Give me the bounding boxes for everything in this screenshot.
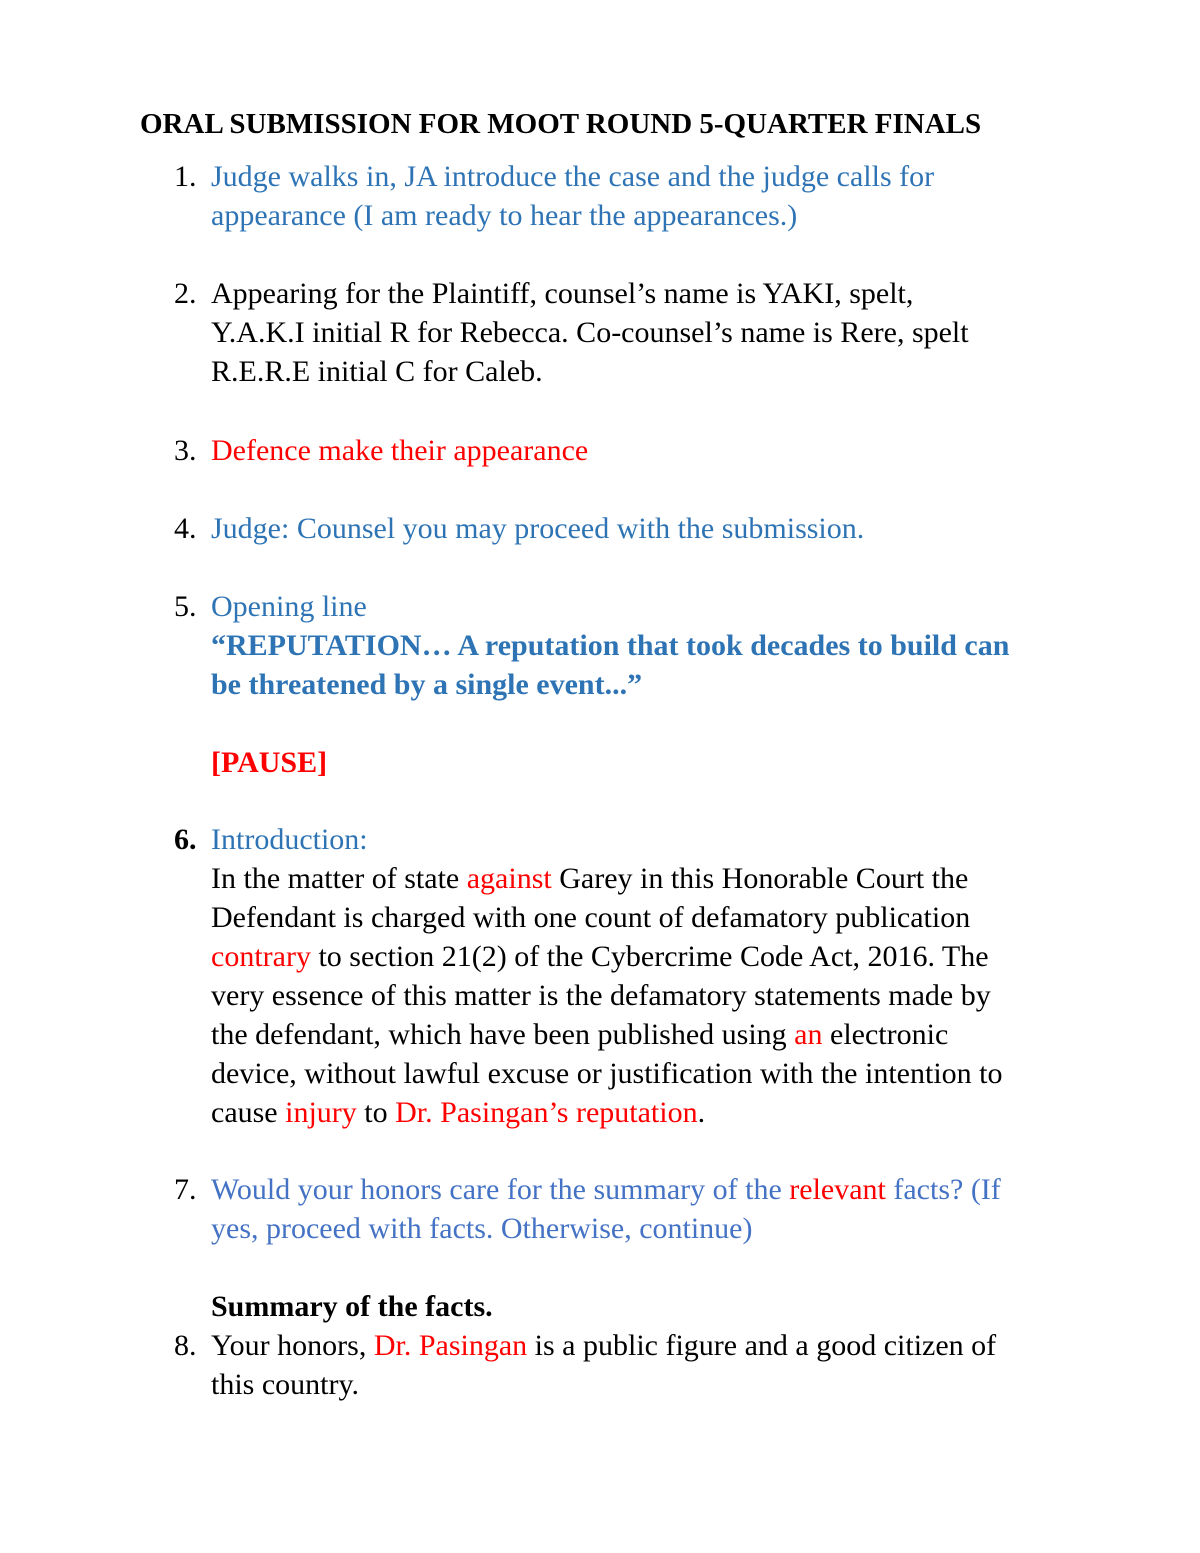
text-segment: to section 21(2) of the Cybercrime Code Act, 2016. The [310, 940, 989, 973]
item-number: 3. [174, 434, 197, 467]
item-number: 8. [174, 1329, 197, 1362]
item-line: Y.A.K.I initial R for Rebecca. Co-counsel’s name is Rere, spelt [211, 316, 969, 349]
item-number: 5. [174, 590, 197, 623]
item-line: yes, proceed with facts. Otherwise, continue) [211, 1212, 753, 1245]
item-line [211, 1018, 948, 1052]
highlight-segment: an [794, 1018, 823, 1051]
item-line [211, 940, 989, 974]
highlight-segment: contrary [211, 940, 311, 973]
item-number: 7. [174, 1173, 197, 1206]
text-segment: cause [211, 1096, 286, 1129]
text-segment: Garey in this Honorable Court the [551, 862, 969, 895]
text-segment: is a public figure and a good citizen of [527, 1329, 997, 1362]
item-line: Defence make their appearance [211, 434, 589, 467]
text-segment: electronic [822, 1018, 949, 1051]
item-line: Judge walks in, JA introduce the case and the judge calls for [211, 160, 935, 193]
item-number: 1. [174, 160, 197, 193]
highlight-segment: Dr. Pasingan’s reputation [395, 1096, 698, 1129]
highlight-segment: relevant [789, 1173, 886, 1206]
item-line: appearance (I am ready to hear the appearances.) [211, 199, 798, 232]
text-segment: to [356, 1096, 396, 1129]
text-segment: . [697, 1096, 706, 1129]
text-segment: In the matter of state [211, 862, 467, 895]
text-segment: facts? (If [885, 1173, 1001, 1206]
text-segment: Your honors, [211, 1329, 374, 1362]
summary-heading: Summary of the facts. [211, 1290, 493, 1323]
item-line: Appearing for the Plaintiff, counsel’s name is YAKI, spelt, [211, 277, 914, 310]
item-line [211, 1329, 996, 1363]
introduction-label: Introduction: [211, 823, 368, 856]
highlight-segment: against [466, 862, 552, 895]
item-number: 4. [174, 512, 197, 545]
pause-note: [PAUSE] [211, 746, 328, 779]
item-line [211, 1173, 1001, 1207]
opening-quote-line: “REPUTATION… A reputation that took decades to build can [211, 629, 1010, 662]
text-segment: the defendant, which have been published using [211, 1018, 795, 1051]
item-number: 2. [174, 277, 197, 310]
text-segment: Would your honors care for the summary of the [211, 1173, 790, 1206]
highlight-segment: injury [285, 1096, 357, 1129]
document-title: ORAL SUBMISSION FOR MOOT ROUND 5-QUARTER FINALS [140, 108, 982, 140]
item-line: R.E.R.E initial C for Caleb. [211, 355, 543, 388]
item-line: Judge: Counsel you may proceed with the submission. [211, 512, 865, 545]
item-line: device, without lawful excuse or justification with the intention to [211, 1057, 1003, 1090]
highlight-segment: Dr. Pasingan [373, 1329, 528, 1362]
opening-line-label: Opening line [211, 590, 367, 623]
opening-quote-line: be threatened by a single event...” [211, 668, 643, 701]
item-line [211, 862, 968, 896]
item-line: Defendant is charged with one count of defamatory publication [211, 901, 971, 934]
item-line: very essence of this matter is the defamatory statements made by [211, 979, 991, 1012]
item-line: this country. [211, 1368, 360, 1401]
item-line [211, 1096, 705, 1130]
item-number: 6. [174, 823, 197, 856]
